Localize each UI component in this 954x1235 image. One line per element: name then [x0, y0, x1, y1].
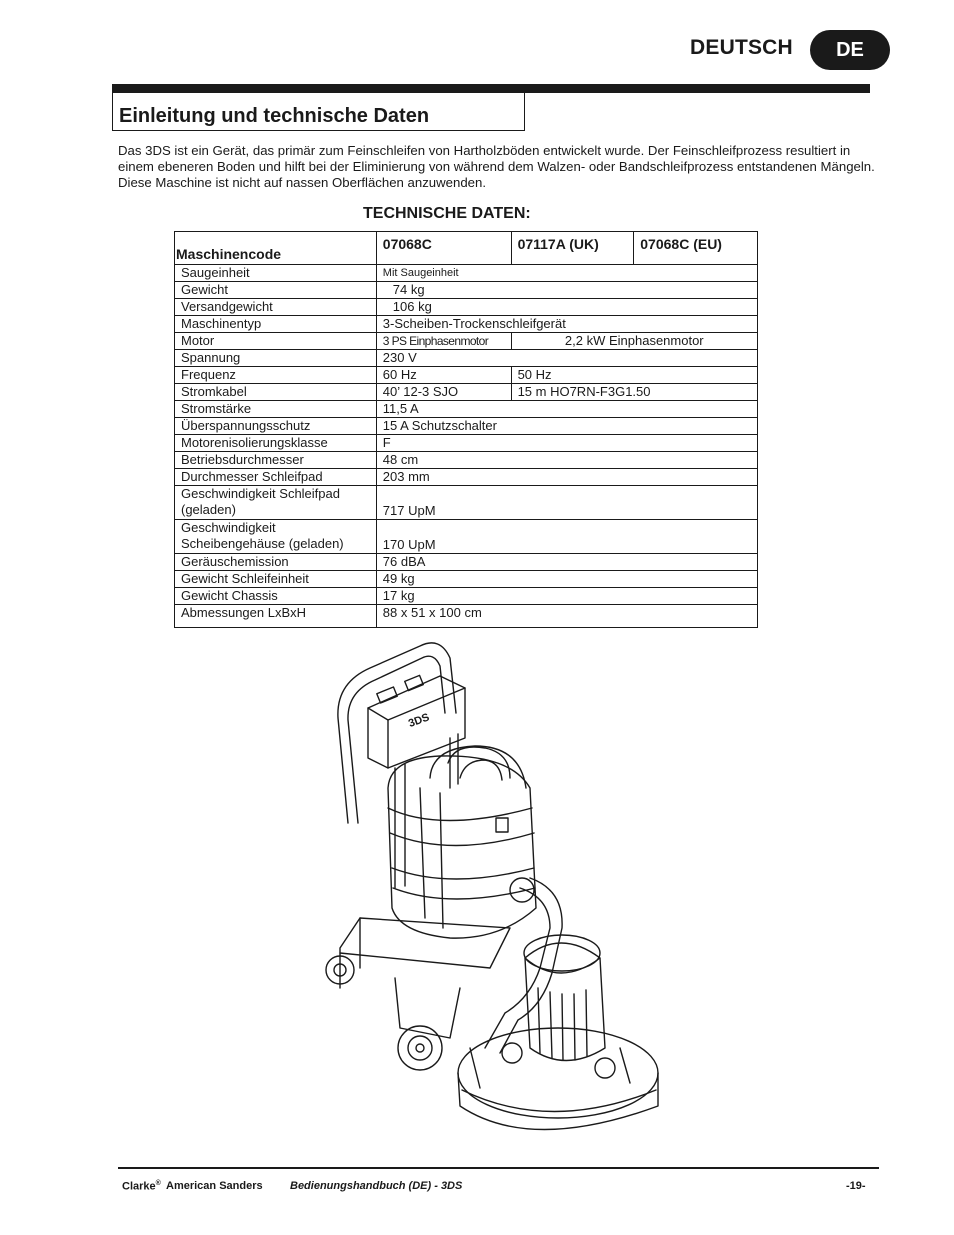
row-value: 106 kg	[376, 299, 757, 316]
tech-heading: TECHNISCHE DATEN:	[363, 205, 531, 222]
row-value: 15 A Schutzschalter	[376, 418, 757, 435]
header-col-1: 07068C	[376, 232, 511, 265]
row-label: Gewicht Chassis	[175, 588, 377, 605]
section-title: Einleitung und technische Daten	[119, 105, 430, 127]
footer-manual-title: Bedienungshandbuch (DE) - 3DS	[290, 1180, 463, 1192]
footer-company: American Sanders	[166, 1180, 263, 1192]
section-rule	[112, 84, 870, 93]
row-value: 40’ 12-3 SJO	[376, 384, 511, 401]
row-label: Gewicht Schleifeinheit	[175, 571, 377, 588]
row-value: 11,5 A	[376, 401, 757, 418]
row-label: Abmessungen LxBxH	[175, 605, 377, 628]
row-value-alt: 2,2 kW Einphasenmotor	[511, 333, 757, 350]
row-label: Überspannungsschutz	[175, 418, 377, 435]
machine-illustration	[300, 628, 680, 1158]
table-header-row	[175, 232, 758, 265]
row-label: Frequenz	[175, 367, 377, 384]
table-row	[175, 452, 758, 469]
table-row	[175, 605, 758, 628]
row-value: 17 kg	[376, 588, 757, 605]
brand-name: Clarke	[122, 1180, 156, 1193]
table-row	[175, 282, 758, 299]
table-row	[175, 350, 758, 367]
row-label: Spannung	[175, 350, 377, 367]
language-badge: DE	[810, 30, 890, 70]
row-value: 3 PS Einphasenmotor	[376, 333, 511, 350]
spec-table	[174, 231, 758, 628]
table-row	[175, 418, 758, 435]
row-value: 717 UpM	[376, 486, 757, 520]
row-label: Stromkabel	[175, 384, 377, 401]
row-value: 170 UpM	[376, 520, 757, 554]
footer-brand	[122, 1180, 161, 1193]
row-value-alt: 15 m HO7RN-F3G1.50	[511, 384, 757, 401]
table-row	[175, 401, 758, 418]
table-row	[175, 384, 758, 401]
row-label: Motorenisolierungsklasse	[175, 435, 377, 452]
table-row	[175, 367, 758, 384]
footer-rule	[118, 1167, 879, 1169]
table-row	[175, 520, 758, 554]
intro-paragraph: Das 3DS ist ein Gerät, das primär zum Feinschleifen von Hartholzböden entwickelt wurde. Der Feinschleifprozess resultiert in einem ebeneren Boden und hilft bei der Eliminierung von während dem Walzen- oder Bandschleifprozess entstandenen Mängeln. Diese Maschine ist nicht auf nassen Oberflächen anzuwenden.	[118, 143, 875, 190]
row-value: 88 x 51 x 100 cm	[376, 605, 757, 628]
row-label: Stromstärke	[175, 401, 377, 418]
table-row	[175, 469, 758, 486]
row-label: Motor	[175, 333, 377, 350]
row-label: Gewicht	[175, 282, 377, 299]
row-label: Geschwindigkeit Scheibengehäuse (geladen)	[175, 520, 377, 554]
row-label: Versandgewicht	[175, 299, 377, 316]
table-row	[175, 316, 758, 333]
row-label: Betriebsdurchmesser	[175, 452, 377, 469]
header-col-3: 07068C (EU)	[634, 232, 758, 265]
page-number: -19-	[846, 1180, 866, 1192]
row-value: 3-Scheiben-Trockenschleifgerät	[376, 316, 757, 333]
row-value: 203 mm	[376, 469, 757, 486]
row-value: 74 kg	[376, 282, 757, 299]
header-col-2: 07117A (UK)	[511, 232, 634, 265]
table-row	[175, 265, 758, 282]
row-value: 76 dBA	[376, 554, 757, 571]
row-value: 49 kg	[376, 571, 757, 588]
row-label: Durchmesser Schleifpad	[175, 469, 377, 486]
registered-mark: ®	[155, 1180, 161, 1187]
panel-label: 3DS	[406, 711, 432, 730]
row-value: 230 V	[376, 350, 757, 367]
table-row	[175, 588, 758, 605]
row-value-alt: 50 Hz	[511, 367, 757, 384]
table-row	[175, 435, 758, 452]
table-row	[175, 299, 758, 316]
language-label: DEUTSCH	[690, 36, 793, 59]
row-label: Saugeinheit	[175, 265, 377, 282]
header-machine-code: Maschinencode	[175, 232, 377, 265]
table-row	[175, 571, 758, 588]
row-value: 60 Hz	[376, 367, 511, 384]
row-label: Maschinentyp	[175, 316, 377, 333]
row-value: Mit Saugeinheit	[376, 265, 757, 282]
row-value: F	[376, 435, 757, 452]
table-row	[175, 554, 758, 571]
row-value: 48 cm	[376, 452, 757, 469]
row-label: Geschwindigkeit Schleifpad (geladen)	[175, 486, 377, 520]
table-row	[175, 486, 758, 520]
row-label: Geräuschemission	[175, 554, 377, 571]
table-row	[175, 333, 758, 350]
